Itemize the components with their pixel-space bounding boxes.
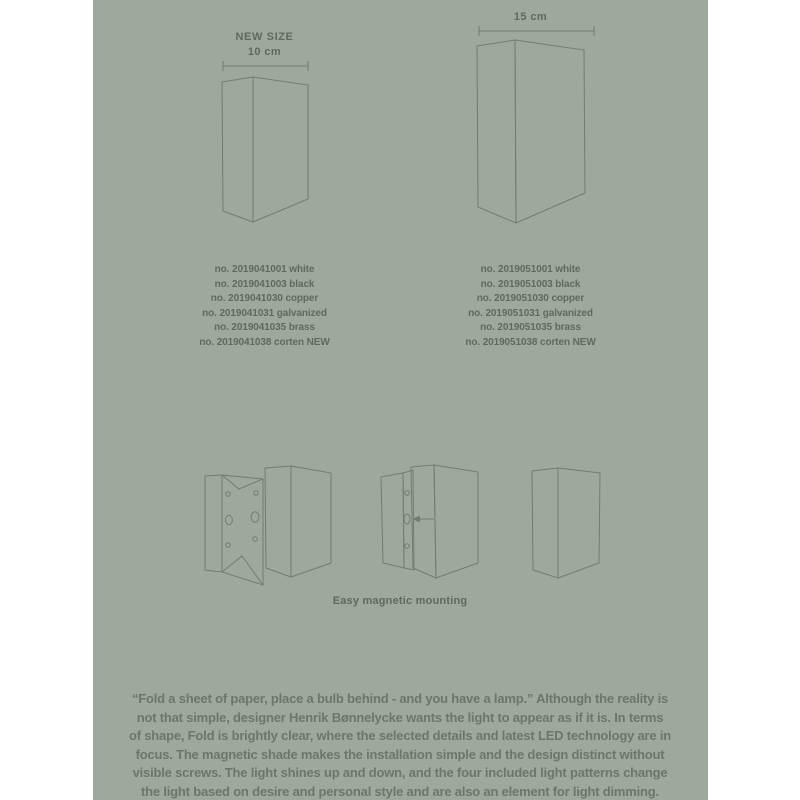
product-number-item: no. 2019041001 white: [214, 264, 315, 275]
product-number-item: no. 2019041035 brass: [214, 322, 315, 333]
catalog-page: [93, 0, 708, 800]
line-drawings-layer: [93, 0, 708, 800]
size-label-10cm: 10 cm: [247, 46, 282, 58]
product-number-item: no. 2019051031 galvanized: [468, 307, 593, 319]
description-line: visible screws. The light shines up and down, and the four included light patterns change: [132, 765, 668, 780]
description-line: “Fold a sheet of paper, place a bulb behind - and you have a lamp.” Although the reality is: [131, 691, 669, 706]
product-number-item: no. 2019051030 copper: [476, 293, 585, 304]
new-size-badge: NEW SIZE: [235, 31, 294, 43]
small-lamp-outline-drawing: [222, 77, 308, 222]
product-number-list-small: [125, 263, 405, 350]
description-line: not that simple, designer Henrik Bønnelycke wants the light to appear as if it is. In terms: [136, 709, 664, 725]
mounting-caption: Easy magnetic mounting: [332, 595, 468, 607]
product-number-item: no. 2019041003 black: [214, 278, 315, 290]
large-lamp-outline-drawing: [477, 40, 585, 223]
magnet-arrow-icon: [412, 516, 434, 523]
product-number-item: no. 2019051001 white: [480, 264, 581, 275]
dimension-line-15cm: [479, 26, 594, 36]
description-line: of shape, Fold is brightly clear, where the selected details and latest LED technology are in: [129, 728, 671, 743]
mounting-step1-wall-plate-diagram: [205, 466, 331, 585]
description-line: the light based on desire and personal style and are also an element for light dimming.: [141, 783, 659, 799]
size-label-15cm: 15 cm: [513, 11, 548, 23]
description-line: focus. The magnetic shade makes the installation simple and the design distinct without: [135, 746, 665, 762]
product-number-item: no. 2019051038 corten NEW: [465, 336, 596, 348]
product-number-list-large: [391, 263, 671, 350]
product-number-item: no. 2019041038 corten NEW: [199, 336, 330, 348]
product-number-item: no. 2019041031 galvanized: [202, 307, 327, 319]
mounting-step3-assembled-diagram: [532, 468, 600, 578]
product-description: [93, 690, 708, 800]
product-number-item: no. 2019051035 brass: [480, 322, 581, 333]
dimension-line-10cm: [223, 61, 308, 71]
product-number-item: no. 2019051003 black: [480, 278, 581, 290]
mounting-step2-attach-diagram: [381, 465, 478, 578]
product-number-item: no. 2019041030 copper: [210, 293, 319, 304]
